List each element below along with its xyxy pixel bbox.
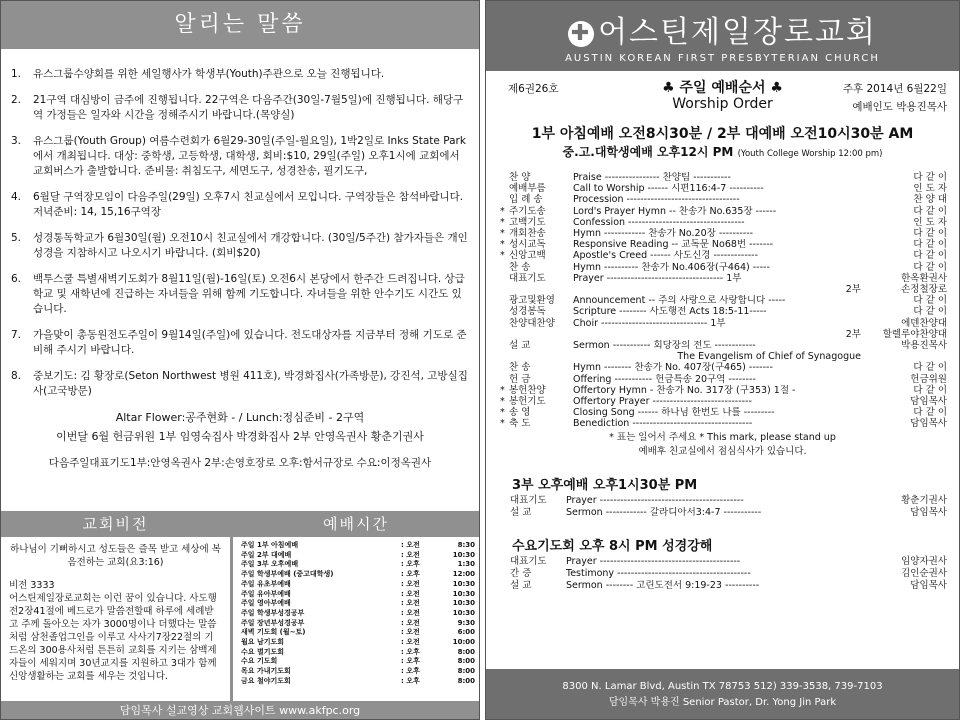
altar-flower-line: Altar Flower:공주현화 - / Lunch:정심준비 - 2구역 — [115, 411, 365, 424]
order-row — [500, 374, 947, 385]
order-item-detail: Sermon ----------- 회당장의 전도 ------------ — [573, 340, 756, 352]
order-item-detail: Confession ---------------------------------- — [573, 216, 745, 228]
order-item-ko — [509, 351, 573, 362]
order-item-ko: 축 도 — [509, 418, 531, 430]
afternoon-service-title: 3부 오후예배 오후1시30분 PM — [512, 477, 698, 493]
notice-text: 가을맞이 총동원전도주일이 9월14일(주일)에 있습니다. 전도대상자를 지금부터 정해 기도로 준비해 주시기 바랍니다. — [33, 329, 467, 356]
order-item-ko: 예배부름 — [509, 183, 546, 195]
notice-number: 4. — [11, 191, 22, 203]
worship-order-panel — [485, 0, 960, 720]
hour-name: 주일 3부 오후예배 — [241, 560, 299, 569]
stand-mark: * — [500, 384, 505, 396]
lunch-note: 예배후 친교실에서 점심식사가 있습니다. — [638, 445, 807, 457]
order-item-ko: 헌 금 — [509, 373, 531, 385]
vision-verse: 하나님이 기뻐하시고 성도들은 즐목 받고 세상에 복음전하는 교회(요3:16) — [10, 544, 221, 568]
order-title-en: Worship Order — [672, 96, 773, 112]
notice-text: 유스그룹수양회를 위한 세일행사가 학생부(Youth)주관으로 오늘 진행됩니다. — [33, 68, 385, 80]
hour-name: 주일 1부 아침예배 — [241, 541, 299, 549]
order-item-ko: 찬양대찬양 — [509, 317, 555, 329]
order-item-ko: 광고및환영 — [509, 295, 555, 307]
order-item-person: 인 도 자 — [913, 183, 947, 195]
notice-number: 8. — [11, 370, 22, 382]
order-item-detail: Hymn -------- 찬송가 No. 407장(구465) ------- — [573, 362, 773, 374]
order-item-detail: Hymn ---------- 찬송가 No.406장(구464) ----- — [573, 261, 770, 273]
hour-period: : 오전 — [401, 550, 420, 559]
order-item-ko: 설 교 — [510, 506, 532, 518]
worship-hour-row — [241, 648, 475, 658]
order-item-ko: 입 례 송 — [509, 194, 543, 206]
afternoon-row — [510, 495, 947, 507]
notice-number: 2. — [11, 94, 22, 106]
next-week-prayer-line: 다음주일대표기도1부:안영옥권사 2부:손영호장로 오후:함서규장로 수요:이정옥권사 — [48, 457, 432, 469]
order-item-detail: Hymn ------------ 찬송가 No.20장 ---------- — [573, 228, 754, 240]
order-title-ko: ♣ 주일 예배순서 ♣ — [662, 80, 783, 96]
hour-period: : 오전 — [401, 589, 420, 598]
order-item-person — [881, 351, 947, 362]
worship-hour-row — [241, 599, 475, 609]
hour-period: : 오후 — [401, 647, 420, 656]
website-footer: 담임목사 설교영상 교회웹사이트 www.akfpc.org — [1, 701, 479, 720]
order-item-person: 인 도 자 — [913, 216, 947, 228]
order-item-person: 담임목사 — [910, 418, 947, 430]
hour-period: : 오전 — [401, 579, 420, 588]
stand-mark — [500, 340, 509, 351]
hours-title: 예배시간 — [233, 511, 479, 537]
order-row — [500, 318, 947, 329]
hour-time: 10:30 — [452, 579, 475, 588]
order-item-person: 할렐루야찬양대 — [882, 328, 947, 340]
order-item-person: 다 같 이 — [913, 228, 947, 240]
notice-number: 3. — [11, 135, 22, 147]
wednesday-row — [510, 580, 947, 592]
order-item-person: 다 같 이 — [913, 205, 947, 217]
order-row — [500, 228, 947, 239]
order-item-detail: Lord's Prayer Hymn -- 찬송가 No.635장 ------ — [573, 205, 777, 217]
order-item-person: 다 같 이 — [913, 407, 947, 419]
hour-name: 주일 2부 대예배 — [241, 550, 292, 559]
service-date: 주후 2014년 6월22일 — [842, 83, 947, 95]
order-row — [500, 306, 947, 317]
order-item-person: 찬 양 대 — [913, 194, 947, 206]
order-item-detail: Procession --------------------------------- — [573, 194, 740, 206]
order-item-detail: Prayer ----------------------------------------- — [566, 555, 741, 567]
order-item-person: 다 같 이 — [913, 239, 947, 251]
order-item-ko — [509, 284, 573, 295]
hour-time: 10:30 — [452, 599, 475, 608]
church-name-en: AUSTIN KOREAN FIRST PRESBYTERIAN CHURCH — [565, 53, 880, 64]
hour-time: 8:30 — [457, 541, 475, 549]
order-item-detail: Sermon -------- 고린도전서 9:19-23 ---------- — [566, 579, 760, 591]
stand-mark — [500, 329, 509, 340]
order-row — [500, 418, 947, 429]
order-item-detail: Sermon ------------ 갈라디아서3:4-7 ----------- — [566, 506, 762, 518]
order-item-ko: 봉헌찬양 — [509, 384, 546, 396]
worship-hour-row — [241, 541, 475, 551]
order-item-detail: Offering ----------- 헌금특송 20구역 -------- — [573, 373, 756, 385]
worship-hour-row — [241, 560, 475, 570]
order-item-ko: 찬 양 — [509, 172, 531, 183]
order-item-ko: 고백기도 — [509, 216, 546, 228]
hour-time: 10:30 — [452, 589, 475, 598]
notice-item — [11, 328, 469, 358]
hour-name: 주일 영아부예배 — [241, 599, 291, 608]
hour-name: 금요 철야기도회 — [241, 676, 291, 685]
order-item-ko: 송 영 — [509, 407, 531, 419]
order-item-ko: 간 증 — [510, 567, 532, 579]
order-item-person: 손정철장로 — [901, 284, 947, 296]
stand-mark — [500, 306, 509, 317]
afternoon-list — [486, 495, 959, 519]
order-row — [500, 362, 947, 373]
order-header — [486, 71, 959, 119]
stand-mark — [500, 183, 509, 194]
order-item-ko: 찬 송 — [509, 362, 531, 374]
order-item-detail: Responsive Reading -- 교독문 No68번 ------- — [573, 239, 774, 251]
notice-list — [1, 49, 479, 481]
order-row — [500, 273, 947, 284]
order-item-person: 다 같 이 — [913, 172, 947, 183]
notice-item — [11, 93, 469, 123]
stand-mark: * — [500, 239, 505, 251]
order-item-detail: Prayer ---------------------------------- 1부 — [573, 272, 742, 284]
hour-period: : 오전 — [401, 618, 420, 627]
order-item-ko: 봉헌기도 — [509, 396, 546, 408]
notice-item — [11, 369, 469, 399]
order-item-detail: Closing Song ------ 하나님 한번도 나를 --------- — [573, 407, 775, 419]
stand-mark — [500, 362, 509, 373]
order-item-ko: 대표기도 — [510, 555, 547, 567]
stand-mark — [500, 284, 509, 295]
stand-mark: * — [500, 205, 505, 217]
order-row — [500, 407, 947, 418]
worship-hour-row — [241, 609, 475, 619]
hour-period: : 오전 — [401, 608, 420, 617]
worship-hour-row — [241, 638, 475, 648]
church-name-row — [486, 1, 959, 51]
hour-period: : 오후 — [401, 570, 420, 579]
order-item-person: 담임목사 — [910, 506, 947, 518]
wednesday-row — [510, 556, 947, 568]
order-row — [500, 183, 947, 194]
order-item-person: 다 같 이 — [913, 306, 947, 318]
hour-time: 9:30 — [457, 618, 475, 627]
order-item-person: 다 같 이 — [913, 362, 947, 374]
order-item-person: 임양자권사 — [901, 555, 947, 567]
worship-hour-row — [241, 677, 475, 687]
service-leader: 예배인도 박용진목사 — [852, 101, 947, 113]
order-list — [486, 172, 959, 430]
order-row — [500, 239, 947, 250]
notice-number: 1. — [11, 68, 22, 80]
notice-item — [11, 134, 469, 179]
hour-name: 주일 장년부성경공부 — [241, 618, 305, 627]
hour-name: 수요 기도회 — [241, 657, 278, 666]
order-item-person: 박용진목사 — [901, 340, 947, 352]
order-item-detail: 2부 — [845, 284, 861, 296]
hour-name: 새벽 기도회 (월~토) — [241, 628, 306, 637]
order-item-person: 다 같 이 — [913, 295, 947, 307]
order-row — [500, 194, 947, 205]
stand-mark: * — [500, 216, 505, 228]
hour-period: : 오전 — [401, 628, 420, 637]
afternoon-row — [510, 507, 947, 519]
notice-text: 성경통독학교가 6월30일(월) 오전10시 친교실에서 개강합니다. (30일/5주간) 참가자들은 개인성경을 지참하시고 나오시기 바랍니다. (회비$20) — [33, 232, 468, 259]
main-service-title: 1부 아침예배 오전8시30분 / 2부 대예배 오전10시30분 AM — [531, 126, 914, 142]
order-item-detail: Prayer ------------------------------------------ — [566, 494, 744, 506]
vision-text: 어스틴제일장로교회는 이런 꿈이 있습니다. 사도행전2장41절에 베드로가 말씀전할때 하루에 세례받고 주께 돌아오는 자가 3000명이나 더했다는 말씀처럼 삼천졸업그인을 이루고 사사기7장22절의 기드온의 300용사처럼 튼튼히 교회를 지키는 삼백제자들이 세워지며 30년교지를 지원하고 3대가 함께 신앙생활하는 교회를 세우는 것입니다. — [9, 593, 217, 682]
notice-item — [11, 67, 469, 82]
notice-item — [11, 231, 469, 261]
church-contact-footer — [486, 669, 959, 720]
vision-heading: 비전 3333 — [9, 580, 55, 591]
hour-name: 주일 학생부성경공부 — [241, 608, 305, 617]
hour-time: 1:30 — [457, 560, 475, 569]
order-item-ko: 성경봉독 — [509, 306, 546, 318]
order-item-person: 헌금위원 — [910, 373, 947, 385]
order-row — [500, 284, 947, 295]
vision-title: 교회비전 — [1, 511, 230, 537]
notice-text: 중보기도: 김 황장로(Seton Northwest 병원 411호), 박경화집사(가족방문), 강진석, 고방실집사(고국방문) — [33, 370, 468, 397]
order-item-detail: Offertory Prayer ----------------------------- — [573, 396, 752, 408]
hour-time: 8:00 — [457, 647, 475, 656]
stand-mark — [500, 374, 509, 385]
notice-text: 유스그룹(Youth Group) 여름수련회가 6월29-30일(주일-월요일), 1박2일로 Inks State Park에서 개최됩니다. 대상: 중학생, 고등학생, 대학생, 회비:$10, 29일(주일) 오후1시에 교회에서 교회버스가 출발합니다. 준비물: 취침도구, 세면도구, 성경찬송, 필기도구, — [33, 135, 466, 177]
hour-period: : 오후 — [401, 676, 420, 685]
hour-time: 12:00 — [452, 570, 475, 579]
order-row — [500, 250, 947, 261]
worship-hour-row — [241, 657, 475, 667]
youth-service-en: (Youth College Worship 12:00 pm) — [737, 149, 883, 159]
order-item-detail: Benediction ----------------------------------- — [573, 418, 753, 430]
order-row — [500, 172, 947, 183]
stand-mark — [500, 273, 509, 284]
notice-text: 6월달 구역장모임이 다음주일(29일) 오후7시 친교실에서 모입니다. 구역장들은 참석바랍니다. 저녁준비: 14, 15,16구역장 — [33, 191, 464, 218]
order-item-ko: 주기도송 — [509, 205, 546, 217]
order-item-detail: The Evangelism of Chief of Synagogue — [677, 351, 861, 363]
church-header — [486, 1, 959, 71]
hour-period: : 오전 — [401, 638, 420, 647]
order-row — [500, 206, 947, 217]
hour-name: 수요 별기도회 — [241, 647, 285, 656]
vision-body — [1, 537, 230, 689]
order-item-ko: 개회찬송 — [509, 228, 546, 240]
worship-hour-row — [241, 551, 475, 561]
order-row — [500, 262, 947, 273]
hour-time: 8:00 — [457, 667, 475, 676]
hour-name: 월요 남기도회 — [241, 638, 285, 647]
church-name: 어스틴제일장로교회 — [598, 15, 877, 50]
wednesday-service-title: 수요기도회 오후 8시 PM 성경강해 — [512, 538, 713, 554]
order-item-person: 다 같 이 — [913, 261, 947, 273]
hour-name: 주일 유초부예배 — [241, 579, 291, 588]
hour-period: : 오전 — [401, 599, 420, 608]
order-row — [500, 385, 947, 396]
order-item-detail: Scripture -------- 사도행전 Acts 18:5-11----- — [573, 306, 767, 318]
order-item-detail: Choir ------------------------------- 1부 — [573, 317, 726, 329]
stand-mark — [500, 194, 509, 205]
order-item-person: 황춘기권사 — [901, 494, 947, 506]
order-item-ko: 신앙고백 — [509, 250, 546, 262]
stand-mark: * — [500, 407, 505, 419]
order-row — [500, 217, 947, 228]
order-row — [500, 340, 947, 351]
hour-period: : 오후 — [401, 560, 420, 569]
senior-pastor: 담임목사 박용진 Senior Pastor, Dr. Yong Jin Park — [608, 697, 837, 708]
hour-time: 6:00 — [457, 628, 475, 637]
order-row — [500, 351, 947, 362]
hour-time: 8:00 — [457, 676, 475, 685]
stand-mark — [500, 172, 509, 183]
order-item-person: 다 같 이 — [913, 384, 947, 396]
order-item-person: 담임목사 — [910, 579, 947, 591]
hour-time: 10:30 — [452, 608, 475, 617]
order-item-detail: Call to Worship ------ 시편116:4-7 ---------- — [573, 183, 764, 195]
notice-item — [11, 190, 469, 220]
stand-mark: * — [500, 250, 505, 262]
church-vision-box — [1, 511, 233, 701]
order-row — [500, 329, 947, 340]
order-row — [500, 295, 947, 306]
stand-mark — [500, 318, 509, 329]
order-item-detail: Testimony --------------------------------------- — [566, 567, 751, 579]
order-item-person: 에덴찬양대 — [901, 317, 947, 329]
announcements-title: 알리는 말씀 — [1, 1, 479, 49]
hour-period: : 오후 — [401, 657, 420, 666]
stand-mark: * — [500, 396, 505, 408]
order-item-person: 담임목사 — [910, 396, 947, 408]
youth-service-title — [486, 143, 959, 160]
worship-hour-row — [241, 570, 475, 580]
order-item-detail: Apostle's Creed ------ 사도신경 ------------- — [573, 250, 759, 262]
worship-hour-row — [241, 628, 475, 638]
order-item-ko: 성시교독 — [509, 239, 546, 251]
wednesday-list — [486, 556, 959, 592]
order-item-person: 다 같 이 — [913, 250, 947, 262]
worship-hours-box — [233, 511, 479, 701]
stand-note: * 표는 일어서 주세요 * This mark, please stand up — [609, 431, 836, 443]
offering-committee-line: 이번달 6월 헌금위원 1부 임영숙집사 박경화집사 2부 안영옥권사 황춘기권사 — [56, 430, 424, 443]
order-item-ko: 찬 송 — [509, 261, 531, 273]
hour-time: 10:30 — [452, 550, 475, 559]
notice-number: 7. — [11, 329, 22, 341]
hour-name: 주일 학생부예배 (중고대학생) — [241, 570, 334, 579]
hour-period: : 오후 — [401, 667, 420, 676]
order-item-ko: 대표기도 — [509, 272, 546, 284]
hour-time: 10:00 — [452, 638, 475, 647]
order-item-detail: Praise ---------------- 찬양팀 ----------- — [573, 172, 731, 183]
bottom-band — [1, 511, 479, 701]
order-item-detail: Announcement -- 주의 사랑으로 사랑합니다 ----- — [573, 295, 786, 307]
hour-name: 주일 유아부예배 — [241, 589, 291, 598]
order-item-person: 김인순권사 — [901, 567, 947, 579]
cross-icon: ✚ — [568, 21, 594, 47]
worship-hour-row — [241, 619, 475, 629]
stand-mark — [500, 262, 509, 273]
stand-mark: * — [500, 418, 505, 430]
hour-period: : 오전 — [401, 541, 420, 549]
order-row — [500, 396, 947, 407]
notice-text: 백투스쿨 특별새벽기도회가 8월11일(월)-16일(토) 오전6시 본당에서 한주간 드려집니다. 상급학교 및 새학년에 진급하는 자녀들을 위해 함께 기도합니다. 자녀들을 위한 안수기도 시간도 있습니다. — [33, 273, 465, 315]
hours-list — [233, 537, 479, 687]
hour-time: 8:00 — [457, 657, 475, 666]
notice-number: 6. — [11, 273, 22, 285]
wednesday-row — [510, 568, 947, 580]
notice-item — [11, 272, 469, 317]
volume-number: 제6권26호 — [508, 83, 559, 95]
order-item-detail: Offertory Hymn - 찬송가 No. 317장 (구353) 1절 - — [573, 384, 796, 396]
worship-hour-row — [241, 667, 475, 677]
notice-text: 21구역 대심방이 금주에 진행됩니다. 22구역은 다음주간(30일-7월5일)에 진행됩니다. 해당구역 가정들은 일자와 시간을 정해주시기 바랍니다.(목양실) — [33, 94, 464, 121]
stand-mark: * — [500, 228, 505, 240]
youth-service-ko: 중.고.대학생예배 오후12시 PM — [562, 145, 734, 159]
stand-mark — [500, 351, 509, 362]
order-item-ko: 대표기도 — [510, 494, 547, 506]
worship-hour-row — [241, 580, 475, 590]
order-item-ko — [509, 329, 573, 340]
notice-number: 5. — [11, 232, 22, 244]
order-item-ko: 설 교 — [509, 340, 531, 352]
church-address: 8300 N. Lamar Blvd, Austin TX 78753 512) 339-3538, 739-7103 — [562, 681, 883, 692]
stand-mark — [500, 295, 509, 306]
order-item-detail: 2부 — [845, 328, 861, 340]
order-item-person: 한옥환권사 — [901, 272, 947, 284]
hour-name: 목요 가내기도회 — [241, 667, 291, 676]
worship-hour-row — [241, 590, 475, 600]
order-item-ko: 설 교 — [510, 579, 532, 591]
